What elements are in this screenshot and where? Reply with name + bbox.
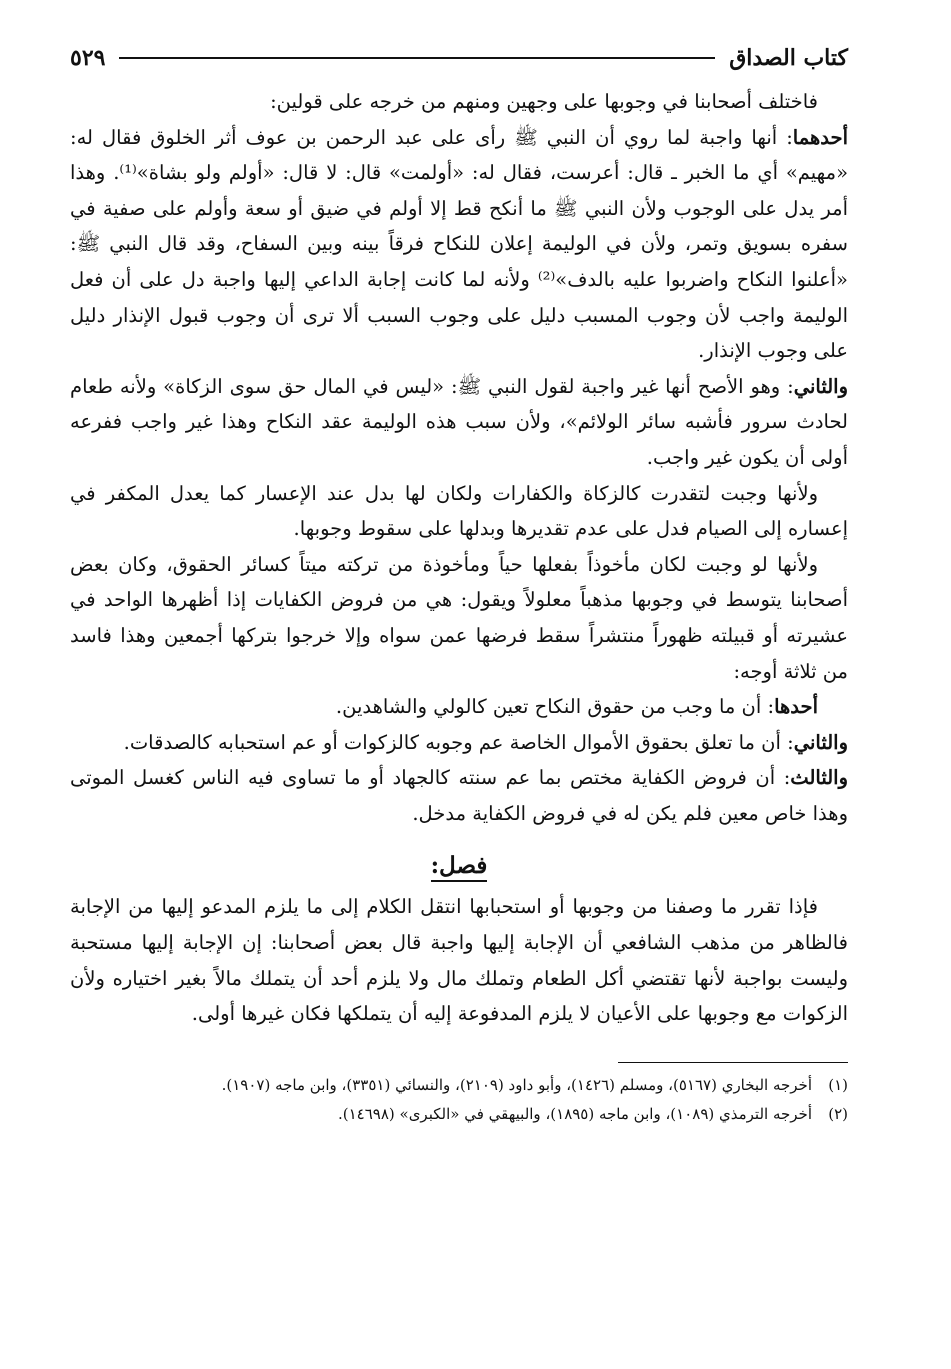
paragraph: [70, 369, 848, 476]
paragraph-lead: أحدهما: [792, 125, 848, 149]
paragraph: [70, 84, 848, 120]
paragraph-text: : أن ما وجب من حقوق النكاح تعين كالولي والشاهدين.: [335, 695, 775, 719]
footnote-number: (٢): [828, 1104, 848, 1123]
paragraph: [70, 689, 848, 725]
paragraph-text: ولأنها لو وجبت لكان مأخوذاً بفعلها حياً ومأخوذة من تركته ميتاً كسائر الحقوق، وكان بعض أصحابنا يتوسط في وجوبها مذهباً معلولاً ويقول: هي من فروض الكفايات إذا أظهرها الواحد في عشيرته أو قبيلته ظهوراً منتشراً سقط فرضها عمن سواه وإلا خرجوا بتركها أجمعين وهذا فاسد من ثلاثة أوجه:: [70, 552, 848, 683]
paragraph-text: : وهو الأصح أنها غير واجبة لقول النبي ﷺ: «ليس في المال حق سوى الزكاة» ولأنه طعام لحادث سرور فأشبه سائر الولائم»، ولأن سبب هذه الوليمة عقد النكاح وهذا غير واجب ففرعه أولى أن يكون غير واجب.: [70, 374, 848, 469]
paragraph: [70, 725, 848, 761]
main-text: [70, 84, 848, 1032]
paragraph-lead: والثاني: [793, 374, 848, 398]
section-heading-text: فصل:: [431, 852, 488, 882]
paragraph-lead: والثالث: [790, 766, 848, 790]
paragraph: [70, 889, 848, 1031]
paragraph-text: فإذا تقرر ما وصفنا من وجوبها أو استحبابها انتقل الكلام إلى ما يلزم المدعو إليها من الإجابة فالظاهر من مذهب الشافعي أن الإجابة إليها واجبة قال بعض أصحابنا: إن الإجابة إليها مستحبة وليست بواجبة لأنها تقتضي أكل الطعام وتملك مال ولا يلزم أحد أن يتملك مالاً بغير اختياره ولأن الزكوات مع وجوبها على الأعيان لا يلزم المدفوعة إليه أن يتملكها فكان غيرها أولى.: [70, 895, 848, 1026]
paragraph: [70, 120, 848, 369]
book-title: كتاب الصداق: [729, 45, 848, 71]
paragraph-text: : أن فروض الكفاية مختص بما عم سنته كالجهاد أو ما تساوى فيه الناس كغسل الموتى وهذا خاص معين فلم يكن له في فروض الكفاية مدخل.: [70, 766, 848, 825]
paragraph-text: : أنها واجبة لما روي أن النبي ﷺ رأى على عبد الرحمن بن عوف أثر الخلوق فقال له: «مهيم» أي ما الخبر ـ قال: أعرست، فقال له: «أولمت» قال: لا قال: «أولم ولو بشاة»⁽¹⁾. وهذا أمر يدل على الوجوب ولأن النبي ﷺ ما أنكح قط إلا أولم في ضيق أو سعة وأولم على صفية في سفره بسويق وتمر، ولأن في الوليمة إعلان للنكاح فرقاً بينه وبين السفاح، وقد قال النبي ﷺ: «أعلنوا النكاح واضربوا عليه بالدف»⁽²⁾ ولأنه لما كانت إجابة الداعي إليها واجبة دل على أن فعل الوليمة واجب لأن وجوب المسبب دليل على وجوب السبب ألا ترى أن وجوب قبول الإنذار دليل على وجوب الإنذار.: [70, 125, 848, 363]
footnote-rule: [618, 1062, 848, 1063]
page-number: ٥٢٩: [70, 45, 106, 71]
footnote: [70, 1100, 848, 1129]
header-rule: [119, 57, 715, 59]
paragraph-text: ولأنها وجبت لتقدرت كالزكاة والكفارات ولكان لها بدل عند الإعسار كما يعدل المكفر في إعساره إلى الصيام فدل على عدم تقديرها وبدلها على سقوط وجوبها.: [70, 481, 848, 541]
section-heading: [70, 849, 848, 883]
footnotes: [70, 1071, 848, 1129]
paragraph-lead: والثاني: [793, 730, 848, 754]
paragraph: [70, 760, 848, 831]
paragraph-text: : أن ما تعلق بحقوق الأموال الخاصة عم وجوبه كالزكوات أو عم استحبابه كالصدقات.: [123, 730, 794, 754]
book-page: [70, 36, 848, 1336]
paragraph-text: فاختلف أصحابنا في وجوبها على وجهين ومنهم من خرجه على قولين:: [270, 90, 818, 113]
running-header: [70, 36, 848, 80]
paragraph-lead: أحدها: [774, 695, 818, 719]
footnote-text: أخرجه الترمذي (١٠٨٩)، وابن ماجه (١٨٩٥)، والبيهقي في «الكبرى» (١٤٦٩٨).: [337, 1104, 812, 1123]
paragraph: [70, 476, 848, 547]
paragraph: [70, 547, 848, 689]
footnote-text: أخرجه البخاري (٥١٦٧)، ومسلم (١٤٢٦)، وأبو داود (٢١٠٩)، والنسائي (٣٣٥١)، وابن ماجه (١٩٠٧).: [221, 1075, 812, 1094]
footnote-number: (١): [828, 1075, 848, 1094]
footnote: [70, 1071, 848, 1100]
